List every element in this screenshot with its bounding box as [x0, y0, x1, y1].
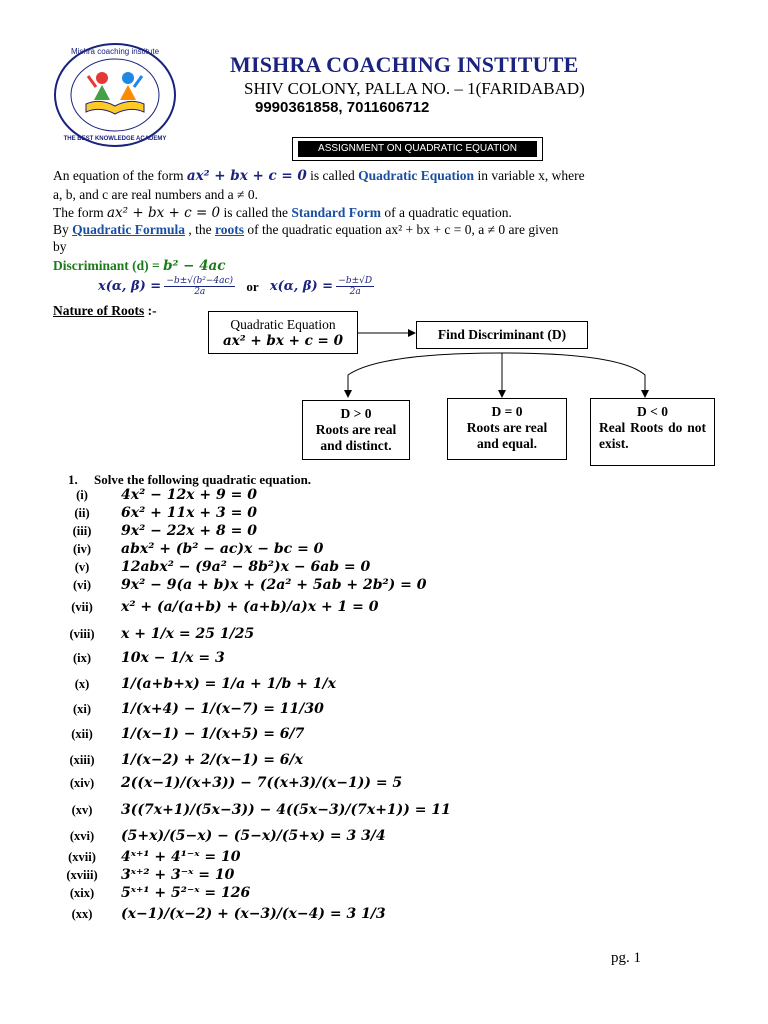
flow-qe-equation: ax² + bx + c = 0: [223, 333, 343, 349]
intro-line-2: [53, 187, 258, 203]
question-equation: 1/(x−1) − 1/(x+5) = 6/7: [121, 726, 305, 742]
institute-logo: [50, 40, 180, 150]
question-equation: 5ˣ⁺¹ + 5²⁻ˣ = 126: [121, 885, 251, 901]
case-title: D = 0: [491, 404, 523, 419]
intro-line-5: [53, 239, 67, 255]
formula-fraction-1: [164, 276, 235, 297]
question-number: (xviii): [66, 868, 98, 882]
question-equation: 3ˣ⁺² + 3⁻ˣ = 10: [121, 867, 235, 883]
intro-line-4: [53, 222, 558, 238]
intro-text: by: [53, 239, 67, 254]
flow-case-d-positive: [302, 400, 410, 460]
intro-line-1: [53, 168, 585, 184]
flow-case-d-negative: [590, 398, 715, 466]
intro-line-3: [53, 205, 512, 221]
equation-inline: ax² + bx + c = 0: [106, 205, 221, 221]
formula-or: or: [246, 278, 259, 294]
question-number: (iii): [72, 524, 92, 538]
question-number: (iv): [72, 542, 92, 556]
discriminant-line: [53, 258, 226, 274]
nature-label: Nature of Roots: [53, 303, 145, 318]
institute-address: SHIV COLONY, PALLA NO. – 1(FARIDABAD): [244, 79, 585, 98]
question-number: (xix): [69, 886, 95, 900]
question-number: (xvi): [69, 829, 95, 843]
intro-text: , the: [185, 222, 216, 237]
question-equation: x + 1/x = 25 1/25: [121, 626, 255, 642]
case-text: Real Roots do not exist.: [599, 420, 706, 451]
roots-formula-line: [98, 276, 374, 297]
intro-text: An equation of the form: [53, 168, 187, 183]
question-equation: abx² + (b² − ac)x − bc = 0: [121, 541, 324, 557]
intro-text: is called: [306, 168, 359, 183]
question-number: (ix): [72, 651, 92, 665]
question-number: (v): [74, 560, 90, 574]
question-equation: 4ˣ⁺¹ + 4¹⁻ˣ = 10: [121, 849, 241, 865]
question-number: (vi): [72, 578, 92, 592]
question-equation: 12abx² − (9a² − 8b²)x − 6ab = 0: [121, 559, 371, 575]
question-equation: 6x² + 11x + 3 = 0: [121, 505, 257, 521]
question-equation: 1/(x+4) − 1/(x−7) = 11/30: [121, 701, 324, 717]
term-standard-form: Standard Form: [291, 205, 382, 220]
question-heading-number: 1.: [68, 472, 78, 487]
formula-fraction-2: [336, 276, 374, 297]
question-number: (xv): [71, 803, 93, 817]
flow-case-d-zero: [447, 398, 567, 460]
question-number: (viii): [69, 627, 95, 641]
discriminant-label: Discriminant (d) =: [53, 258, 164, 273]
case-title: D > 0: [340, 406, 372, 421]
page-number: pg. 1: [611, 950, 641, 966]
intro-text: a, b, and c are real numbers and a ≠ 0.: [53, 187, 258, 202]
equation-inline: ax² + bx + c = 0: [186, 168, 307, 184]
question-equation: 9x² − 22x + 8 = 0: [121, 523, 257, 539]
question-equation: 10x − 1/x = 3: [121, 650, 225, 666]
intro-text: of the quadratic equation ax² + bx + c = 0, a ≠ 0 are given: [244, 222, 559, 237]
question-number: (xiii): [69, 753, 95, 767]
case-text: Roots are real and equal.: [466, 420, 548, 451]
question-number: (i): [76, 488, 88, 502]
term-roots: roots: [215, 222, 245, 237]
nature-of-roots-heading: [53, 303, 157, 319]
intro-text: is called the: [220, 205, 292, 220]
discriminant-equation: b² − 4ac: [163, 258, 226, 274]
logo-text-top: Mishra coaching institute: [70, 47, 160, 56]
institute-title: MISHRA COACHING INSTITUTE: [230, 52, 579, 77]
assignment-banner-text: ASSIGNMENT ON QUADRATIC EQUATION: [298, 141, 537, 157]
question-equation: 9x² − 9(a + b)x + (2a² + 5ab + 2b²) = 0: [121, 577, 427, 593]
term-quadratic-equation: Quadratic Equation: [358, 168, 475, 183]
intro-text: in variable x, where: [474, 168, 585, 183]
flow-find-discriminant-box: Find Discriminant (D): [416, 321, 588, 349]
intro-text: By: [53, 222, 73, 237]
case-text: Roots are real and distinct.: [315, 422, 397, 453]
intro-text: The form: [53, 205, 107, 220]
case-title: D < 0: [637, 404, 668, 419]
question-number: (xx): [71, 907, 93, 921]
formula-denominator: 2a: [194, 287, 206, 297]
question-equation: 2((x−1)/(x+3)) − 7((x+3)/(x−1)) = 5: [121, 775, 403, 791]
question-equation: x² + (a/(a+b) + (a+b)/a)x + 1 = 0: [121, 599, 379, 615]
question-number: (xvii): [68, 850, 96, 864]
intro-text: of a quadratic equation.: [381, 205, 512, 220]
logo-text-bottom: THE BEST KNOWLEDGE ACADEMY: [63, 136, 167, 142]
formula-lhs: x(α, β) =: [98, 279, 162, 294]
assignment-banner: [292, 137, 543, 161]
question-number: (vii): [71, 600, 93, 614]
question-equation: 3((7x+1)/(5x−3)) − 4((5x−3)/(7x+1)) = 11: [121, 802, 451, 818]
formula-lhs: x(α, β) =: [269, 279, 334, 294]
question-equation: (5+x)/(5−x) − (5−x)/(5+x) = 3 3/4: [121, 828, 386, 844]
nature-suffix: :-: [144, 303, 157, 318]
question-number: (xi): [72, 702, 92, 716]
flow-quadratic-equation-box: [208, 311, 358, 354]
term-quadratic-formula: Quadratic Formula: [72, 222, 186, 237]
question-number: (xiv): [69, 776, 95, 790]
question-number: (xii): [71, 727, 93, 741]
question-equation: 1/(a+b+x) = 1/a + 1/b + 1/x: [121, 676, 336, 692]
question-equation: 1/(x−2) + 2/(x−1) = 6/x: [121, 752, 303, 768]
question-number: (x): [74, 677, 90, 691]
formula-numerator: −b±√(b²−4ac): [166, 276, 234, 286]
formula-numerator: −b±√D: [338, 276, 373, 286]
question-heading: Solve the following quadratic equation.: [94, 472, 312, 487]
question-equation: 4x² − 12x + 9 = 0: [121, 487, 257, 503]
question-equation: (x−1)/(x−2) + (x−3)/(x−4) = 3 1/3: [121, 906, 386, 922]
flow-qe-title: Quadratic Equation: [230, 317, 336, 332]
formula-denominator: 2a: [349, 287, 361, 297]
institute-phones: 9990361858, 7011606712: [255, 99, 430, 116]
question-number: (ii): [74, 506, 90, 520]
